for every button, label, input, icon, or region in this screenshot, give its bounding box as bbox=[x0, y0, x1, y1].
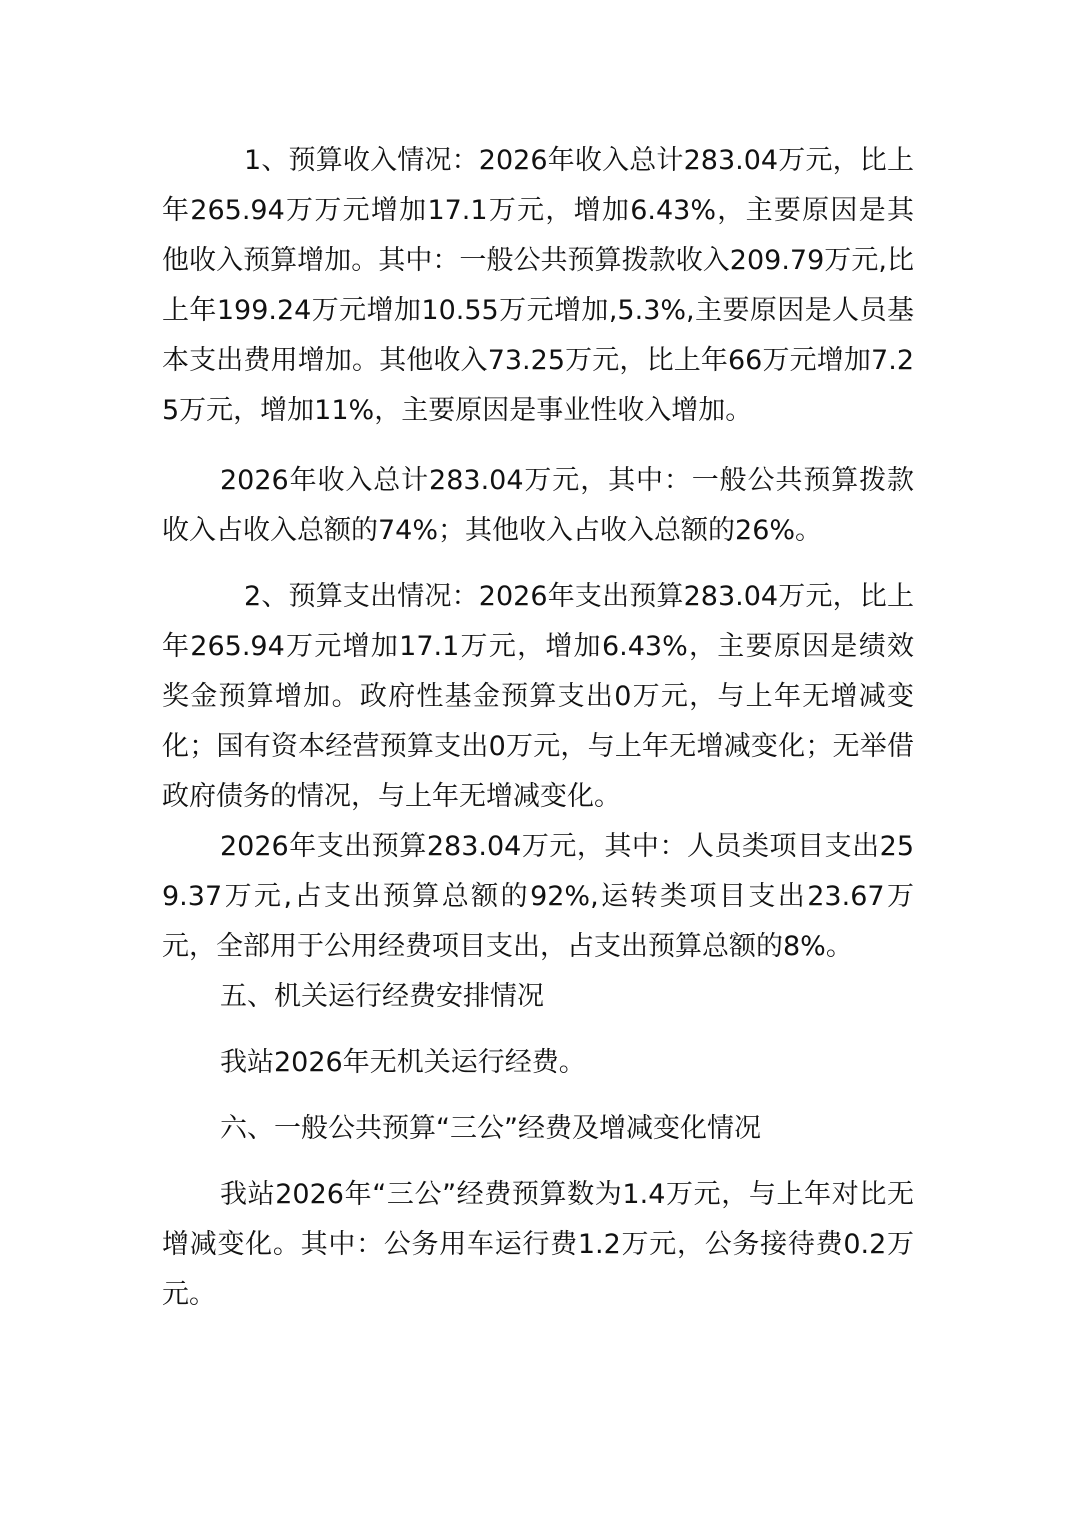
paragraph-expenditure-breakdown: 2026年支出预算283.04万元，其中：人员类项目支出259.37万元,占支出预算总额的92%,运转类项目支出23.67万元，全部用于公用经费项目支出，占支出预算总额的8%。 bbox=[162, 831, 914, 962]
paragraph-budget-income: 1、预算收入情况：2026年收入总计283.04万元，比上年265.94万万元增加17.1万元，增加6.43%，主要原因是其他收入预算增加。其中：一般公共预算拨款收入209.79万元,比上年199.24万元增加10.55万元增加,5.3%,主要原因是人员基本支出费用增加。其他收入73.25万元，比上年66万元增加7.25万元，增加11%，主要原因是事业性收入增加。 bbox=[162, 145, 914, 426]
paragraph-budget-expenditure: 2、预算支出情况：2026年支出预算283.04万元，比上年265.94万元增加17.1万元，增加6.43%，主要原因是绩效奖金预算增加。政府性基金预算支出0万元，与上年无增减变化；国有资本经营预算支出0万元，与上年无增减变化；无举借政府债务的情况，与上年无增减变化。 bbox=[162, 581, 914, 812]
section-heading-three-public-expenses: 六、一般公共预算“三公”经费及增减变化情况 bbox=[220, 1113, 761, 1144]
document-body bbox=[162, 136, 914, 1320]
paragraph-operating-expenses: 我站2026年无机关运行经费。 bbox=[220, 1047, 586, 1078]
section-heading-operating-expenses: 五、机关运行经费安排情况 bbox=[220, 981, 544, 1012]
paragraph-income-breakdown: 2026年收入总计283.04万元，其中：一般公共预算拨款收入占收入总额的74%；其他收入占收入总额的26%。 bbox=[162, 465, 914, 546]
paragraph-three-public-expenses: 我站2026年“三公”经费预算数为1.4万元，与上年对比无增减变化。其中：公务用车运行费1.2万元，公务接待费0.2万元。 bbox=[162, 1179, 914, 1310]
